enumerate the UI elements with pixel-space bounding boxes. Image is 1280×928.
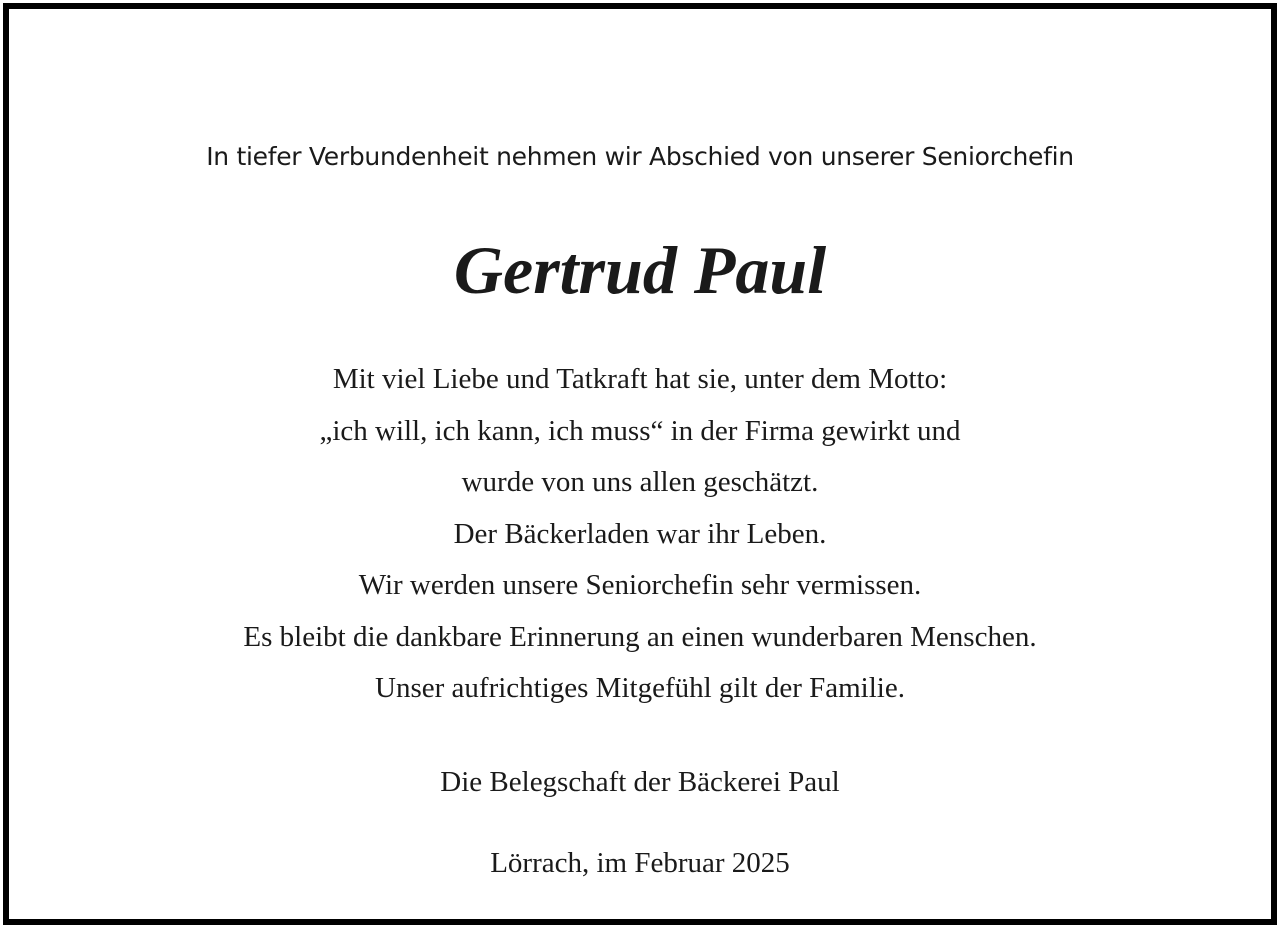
tribute-line: Der Bäckerladen war ihr Leben.	[453, 517, 827, 550]
tribute-line: Unser aufrichtiges Mitgefühl gilt der Familie.	[375, 672, 905, 704]
signature: Die Belegschaft der Bäckerei Paul	[440, 766, 840, 798]
tribute-line: wurde von uns allen geschätzt.	[461, 466, 819, 498]
tribute-line: Es bleibt die dankbare Erinnerung an einen wunderbaren Menschen.	[243, 620, 1037, 653]
deceased-name: Gertrud Paul	[453, 232, 827, 308]
tribute-text	[9, 354, 1271, 715]
tribute-line: „ich will, ich kann, ich muss“ in der Firma gewirkt und	[319, 414, 961, 447]
place-date: Lörrach, im Februar 2025	[490, 847, 790, 879]
tribute-line: Wir werden unsere Seniorchefin sehr vermissen.	[358, 569, 922, 601]
tribute-line: Mit viel Liebe und Tatkraft hat sie, unter dem Motto:	[332, 363, 948, 395]
obituary-notice	[3, 3, 1277, 925]
intro-line: In tiefer Verbundenheit nehmen wir Abschied von unserer Seniorchefin	[206, 142, 1074, 171]
